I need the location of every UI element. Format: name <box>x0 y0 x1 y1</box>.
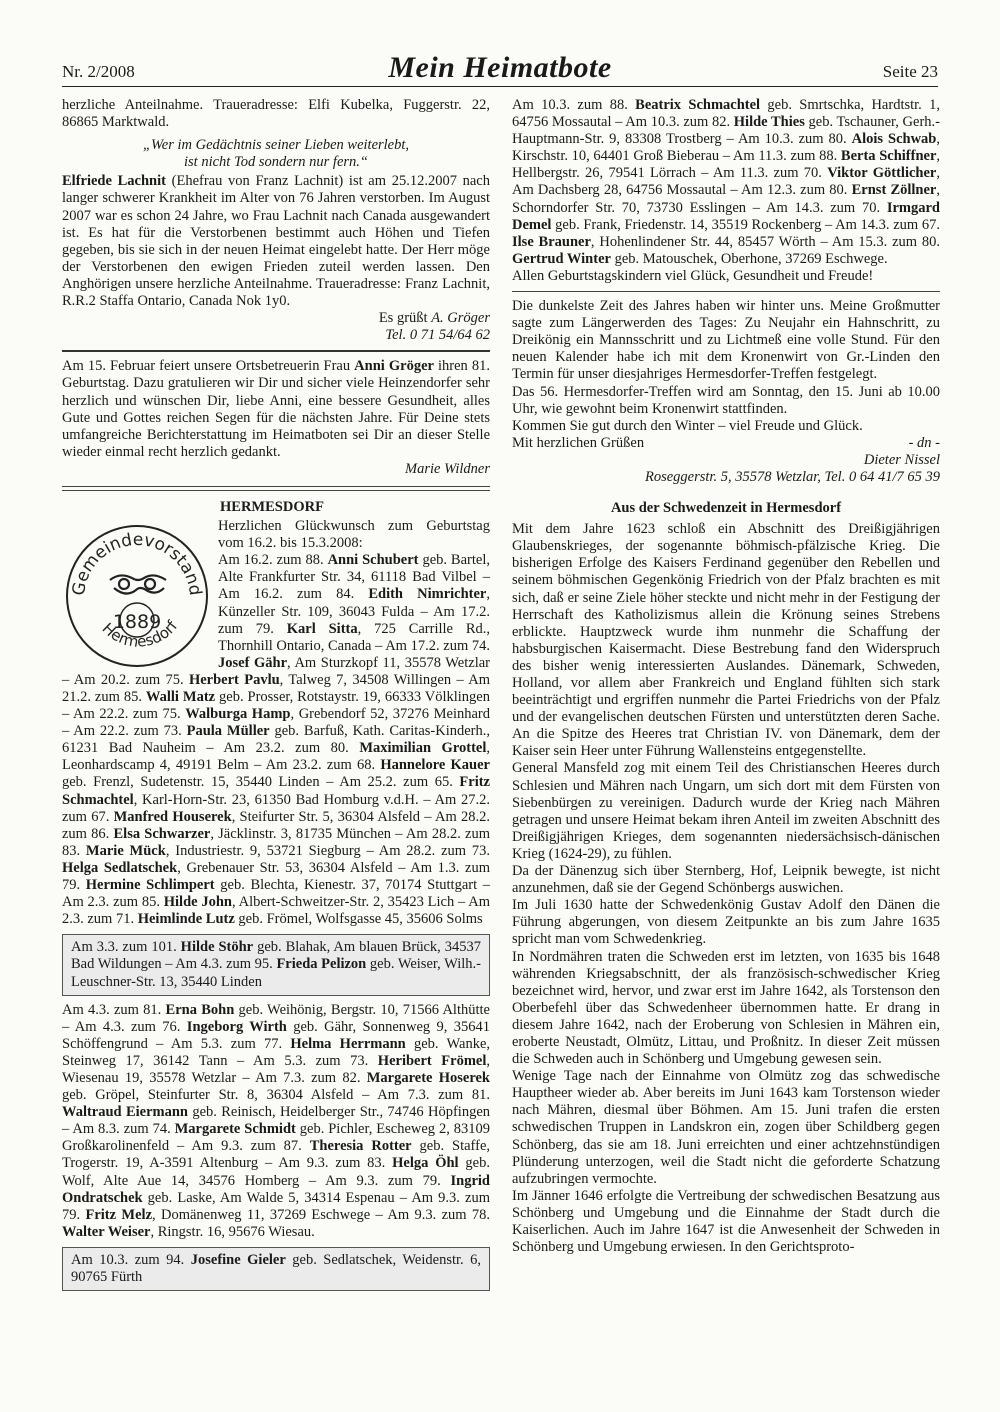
bday-item: Viktor Göttlicher, Am Dachsberg 28, 64756 Mossautal – Am 12.3. zum 80. <box>512 165 940 199</box>
bday-item: Margarete Hoserek geb. Gröpel, Steinfurter Str. 8, 36304 Alsfeld – Am 7.3. zum 81. <box>62 1069 490 1104</box>
gemeindevorstand-seal-icon <box>62 518 212 668</box>
left-column <box>62 97 490 1297</box>
bday-item: Waltraud Eiermann geb. Reinisch, Heidelberger Str., 74746 Höpfingen – Am 8.3. zum 74. <box>62 1104 491 1138</box>
signature-tel: Tel. 0 71 54/64 62 <box>385 327 490 344</box>
bday-item: Heimlinde Lutz geb. Frömel, Wolfsgasse 45, 35606 Solms <box>137 911 483 928</box>
birthday-wish: Allen Geburtstagskindern viel Glück, Gesundheit und Freude! <box>512 267 874 284</box>
bday-item: Hilde Thies geb. Tschauner, Gerh.-Hauptmann-Str. 9, 83308 Trostberg – Am 10.3. zum 80. <box>512 114 940 148</box>
bday-item: Edith Nimrichter, Künzeller Str. 109, 36043 Fulda – Am 17.2. zum 79. <box>218 586 490 637</box>
bday-item: Helga Öhl geb. Wolf, Alte Aue 14, 34576 Homberg – Am 9.3. zum 79. <box>62 1155 490 1189</box>
article-paragraph-4: Im Juli 1630 hatte der Schwedenkönig Gustav Adolf den Dänen die Führung abgerungen, von diesem Zeitpunkte an bis zum Jahre 1635 spricht man vom Schwedenkrieg. <box>512 897 940 948</box>
separator <box>62 350 490 352</box>
bday-item: Helma Herrmann geb. Wanke, Steinweg 17, 36142 Tann – Am 5.3. zum 73. <box>62 1035 491 1069</box>
separator-double <box>62 486 490 491</box>
signature-nissel: Dieter Nissel <box>863 451 940 468</box>
bday-item: Fritz Schmachtel, Karl-Horn-Str. 23, 61350 Bad Homburg v.d.H. – Am 27.2. zum 67. <box>62 774 490 825</box>
bday-item: Am 3.3. zum 101. Hilde Stöhr geb. Blahak, Am blauen Brück, 34537 Bad Wildungen – Am 4.3. zum 95. <box>71 939 482 973</box>
bday-item: Am 16.2. zum 88. Anni Schubert geb. Bartel, Alte Frankfurter Str. 34, 61118 Bad Vilbel – Am 16.2. zum 84. <box>218 552 490 603</box>
signature-wildner: Marie Wildner <box>405 460 490 477</box>
seal-text-bottom: Hermesdorf <box>98 617 182 652</box>
condolence-text: herzliche Anteilnahme. Traueradresse: Elfi Kubelka, Fuggerstr. 22, 86865 Marktwald. <box>62 97 490 131</box>
signature-prefix: Es grüßt <box>378 310 432 327</box>
birthday-list-2 <box>62 1002 490 1241</box>
issue-number: Nr. 2/2008 <box>62 62 135 81</box>
highlight-box-2 <box>62 1247 490 1291</box>
nissel-greeting <box>512 435 940 452</box>
birthday-intro: Herzlichen Glückwunsch zum Geburtstag vom 16.2. bis 15.3.2008: <box>218 518 490 552</box>
seal-year: 1889 <box>112 611 162 634</box>
birthday-groeger-name: Anni Gröger <box>354 358 434 375</box>
bday-item: Ernst Zöllner, Schorndorfer Str. 70, 73730 Esslingen – Am 14.3. zum 70. <box>512 182 940 216</box>
article-paragraph-7: Im Jänner 1646 erfolgte die Vertreibung der schwedischen Besatzung aus Schönberg und Umgebung und die Einnahme der Stadt durch die Kaiserlichen. Auch im Jahre 1647 ist die Anwesenheit der Schweden in Schönberg und Umgebung erwiesen. In den Gerichtsproto- <box>512 1187 940 1256</box>
article-paragraph-6: Wenige Tage nach der Einnahme von Olmütz zog das schwedische Hauptheer wieder ab. Aber bereits im Juni 1643 kam Torstenson wieder nach Mähren, diesmal über Böhmen. Am 15. Juni trafen die ersten schwedischen Truppen in Landskron ein, zogen über Schildberg gegen Schönberg, das sie am 18. Juni erreichten und einer achtzehnstündigen Plünderung unterzogen, weil die Stadt nicht die geforderte Schatzung aufzubringen vermochte. <box>512 1068 940 1187</box>
article-paragraph-5: In Nordmähren traten die Schweden erst im letzten, von 1635 bis 1648 währenden Kriegsabschnitt, der als französisch-schwedischer Krieg bezeichnet wird, hervor, und zwar erst im Jahre 1642, als Torstenson den Oberbefehl über das Schwedenheer übernommen hatte. Er drang in diesem Jahre 1642, nach der Eroberung von Schlesien in Mähren ein, eroberte Neustadt, Olmütz, Littau, und Proßnitz. In dieser Zeit müssen die Schweden auch in Schönberg und Umgebung gewesen sein. <box>512 948 940 1068</box>
birthday-groeger-pre: Am 15. Februar feiert unsere Ortsbetreuerin Frau <box>62 358 355 375</box>
poem <box>62 137 490 171</box>
bday-item: Berta Schiffner, Hellbergstr. 26, 79541 Lörrach – Am 11.3. zum 70. <box>512 148 941 182</box>
poem-line-1: „Wer im Gedächtnis seiner Lieben weiterlebt, <box>142 137 410 154</box>
obituary-name: Elfriede Lachnit <box>62 173 166 190</box>
page-header <box>62 52 938 88</box>
obituary-text: (Ehefrau von Franz Lachnit) ist am 25.12.2007 nach langer schwerer Krankheit im Alter von 76 Jahren verstorben. Im August 2007 war es schon 24 Jahre, wo Frau Lachnit nach Canada ausgewandert ist. Es hat für die Verstorbenen bestimmt auch Höhen und Tiefen gegeben, bis sie sich in der neuen Heimat eingelebt hatte. Der Herr möge der Verstorbenen den ewigen Frieden zuteil werden lassen. Den Anghörigen unsere herzliche Anteilnahme. Traueradresse: Franz Lachnit, R.R.2 Staffa Ontario, Canada Nok 1y0. <box>62 173 490 310</box>
bday-item: Walli Matz geb. Prosser, Rotstaystr. 19, 66333 Völklingen – Am 22.2. zum 75. <box>62 689 490 723</box>
page-number: Seite 23 <box>882 62 938 81</box>
bday-item: Manfred Houserek, Steifurter Str. 5, 36304 Alsfeld – Am 28.2. zum 86. <box>62 808 490 842</box>
bday-item: Karl Sitta, 725 Carrille Rd., Thornhill Ontario, Canada – Am 17.2. zum 74. <box>218 620 490 654</box>
section-title-hermesdorf: HERMESDORF <box>220 498 324 515</box>
nissel-paragraph-2: Das 56. Hermesdorfer-Treffen wird am Sonntag, den 15. Juni ab 10.00 Uhr, wie gewohnt beim Kronenwirt stattfinden. <box>512 383 940 417</box>
signature-groeger <box>62 310 490 344</box>
bday-item: Helga Sedlatschek, Grebenauer Str. 53, 36304 Alsfeld – Am 1.3. zum 79. <box>62 859 490 894</box>
nissel-greeting-text: Mit herzlichen Grüßen <box>512 434 645 451</box>
bday-item: Irmgard Demel geb. Frank, Friedenstr. 14, 35519 Rockenberg – Am 14.3. zum 67. <box>512 199 940 233</box>
article-paragraph-2: General Mansfeld zog mit einem Teil des Christianschen Heeres durch Schlesien und Mähren nach Ungarn, um sich dort mit dem Fürsten von Siebenbürgen zu vereinigen. Dadurch wurde der Krieg nach Mähren getragen und unsere Heimat bekam ihren Anteil im zweiten Abschnitt des Dreißigjährigen Krieges, dem sogenannten niedersächsisch-dänischen Krieg (1624-29), zu fühlen. <box>512 760 940 862</box>
bday-item: Maximilian Grottel, Leonhardscamp 4, 49191 Belm – Am 23.2. zum 68. <box>62 740 490 774</box>
masthead-logo: Mein Heimatbote <box>388 51 612 84</box>
bday-item: Ingeborg Wirth geb. Gähr, Sonnenweg 9, 35641 Schöffengrund – Am 5.3. zum 77. <box>62 1018 490 1052</box>
obituary-lachnit <box>62 173 490 310</box>
bday-item: Heribert Frömel, Wiesenau 19, 35578 Wetzlar – Am 7.3. zum 82. <box>62 1052 490 1086</box>
handshake-icon <box>110 575 166 593</box>
birthday-groeger-text: ihren 81. Geburtstag. Dazu gratulieren wir Dir und sicher viele Heinzendorfer sehr herzlich und wünschen Dir, liebe Anni, eine bessere Gesundheit, alles Gute und Gottes reichen Segen für die nächsten Jahre. Für Deine stets umfangreiche Berichterstattung im Heimatboten sei Dir an dieser Stelle wieder einmal recht herzlich gedankt. <box>62 358 490 460</box>
separator <box>512 291 940 292</box>
bday-item: Theresia Rotter geb. Staffe, Trogerstr. 19, A-3591 Altenburg – Am 9.3. zum 83. <box>62 1138 491 1172</box>
bday-item: Fritz Melz, Domänenweg 11, 37269 Eschwege – Am 9.3. zum 78. <box>85 1206 491 1223</box>
article-paragraph-1: Mit dem Jahre 1623 schloß ein Abschnitt des Dreißigjährigen Glaubenskrieges, der sogenannte böhmisch-pfälzische Krieg. Die bisherigen Erfolge des Kaisers Ferdinand gegenüber den Rebellen und seinem böhmischen Gegenkönig Friedrich von der Pfalz brachten es mit sich, daß er seine Ziele höher steckte und nicht mehr in der Festigung der Herrschaft des Katholizismus allein die Krönung seines Strebens erblickte. Hauptzweck wurde ihm nunmehr die Schaffung der habsburgischen Kaisermacht. Diese Bestrebung fand den Widerspruch des bisher wenig interessierten Auslandes. Dänemark, Schweden, Holland, vor allem aber Frankreich und England fühlten sich stark beeinträchtigt und ergriffen nunmehr die Partei Friedrichs von der Pfalz und der evangelischen deutschen Fürsten und unterstützten deren Sache. An die Spitze des Heeres trat Christian IV. von Dänemark, dem der Kaiser sein Heer unter Führung Wallensteins entgegenstellte. <box>512 521 940 760</box>
birthday-list-3 <box>512 97 940 268</box>
header-rule <box>62 86 938 87</box>
bday-item: Herbert Pavlu, Talweg 7, 34508 Willingen – Am 21.2. zum 85. <box>62 671 490 705</box>
highlight-box-1 <box>62 934 490 995</box>
article-paragraph-3: Da der Dänenzug sich über Sternberg, Hof, Leipnik bewegte, ist nicht anzunehmen, daß sie der Gegend Schönbergs auswichen. <box>512 863 940 897</box>
bday-item: Elsa Schwarzer, Jäcklinstr. 3, 81735 München – Am 28.2. zum 83. <box>62 825 491 859</box>
bday-item: Alois Schwab, Kirschstr. 10, 64401 Groß Bieberau – Am 11.3. zum 88. <box>512 131 940 165</box>
bday-item: Hannelore Kauer geb. Frenzl, Sudetenstr. 15, 35440 Linden – Am 25.2. zum 65. <box>62 757 490 791</box>
bday-item: Walter Weiser, Ringstr. 16, 95676 Wiesau. <box>62 1223 315 1240</box>
right-column <box>512 97 940 1256</box>
bday-item: Hermine Schlimpert geb. Blechta, Kienestr. 37, 70174 Stuttgart – Am 2.3. zum 85. <box>62 877 490 911</box>
bday-item: Am 10.3. zum 94. Josefine Gieler geb. Sedlatschek, Weidenstr. 6, 90765 Fürth <box>71 1251 481 1285</box>
bday-item: Margarete Schmidt geb. Pichler, Escheweg 2, 83109 Großkarolinenfeld – Am 9.3. zum 87. <box>62 1121 490 1155</box>
bday-item: Frieda Pelizon geb. Weiser, Wilh.-Leuschner-Str. 13, 35440 Linden <box>71 956 482 990</box>
bday-item: Josef Gähr, Am Sturzkopf 11, 35578 Wetzlar – Am 20.2. zum 75. <box>62 654 491 688</box>
svg-text:Gemeindevorstand <box>69 530 205 597</box>
signature-name: A. Gröger <box>431 310 490 327</box>
bday-item: Marie Mück, Industriestr. 9, 53721 Siegburg – Am 28.2. zum 73. <box>85 842 490 859</box>
bday-item: Am 10.3. zum 88. Beatrix Schmachtel geb. Smrtschka, Hardtstr. 1, 64756 Mossautal – Am 10.3. zum 82. <box>512 97 940 131</box>
bday-item: Hilde John, Albert-Schweitzer-Str. 2, 35423 Lich – Am 2.3. zum 71. <box>62 894 490 928</box>
bday-item: Walburga Hamp, Grebendorf 52, 37276 Meinhard – Am 22.2. zum 73. <box>62 706 490 740</box>
article-title: Aus der Schwedenzeit in Hermesdorf <box>610 500 842 517</box>
bday-item: Paula Müller geb. Barfuß, Kath. Caritas-Kinderh., 61231 Bad Nauheim – Am 23.2. zum 80. <box>62 723 490 757</box>
nissel-paragraph-1: Die dunkelste Zeit des Jahres haben wir hinter uns. Meine Großmutter sagte zum Längerwerden des Tages: Zu Neujahr ein Hahnschritt, zu Dreikönig ein Mannsschritt und zu Lichtmeß eine volle Stund. Für den neuen Kalender habe ich mit dem Kronenwirt von Gr.-Linden den Termin für unser diesjahriges Hermesdorfer-Treffen festgelegt. <box>512 298 940 383</box>
bday-item: Am 4.3. zum 81. Erna Bohn geb. Weihönig, Bergstr. 10, 71566 Althütte – Am 4.3. zum 76. <box>62 1001 490 1035</box>
seal-text-top: Gemeindevorstand <box>68 529 206 597</box>
signature-nissel-address: Roseggerstr. 5, 35578 Wetzlar, Tel. 0 64 41/7 65 39 <box>645 468 940 485</box>
nissel-initials: - dn - <box>908 434 940 451</box>
poem-line-2: ist nicht Tod sondern nur fern.“ <box>184 154 368 171</box>
nissel-paragraph-3: Kommen Sie gut durch den Winter – viel Freude und Glück. <box>512 417 863 434</box>
birthday-groeger <box>62 358 490 461</box>
bday-item: Gertrud Winter geb. Matouschek, Oberhone, 37269 Eschwege. <box>512 250 888 267</box>
bday-item: Ingrid Ondratschek geb. Laske, Am Walde 5, 34314 Espenau – Am 9.3. zum 79. <box>62 1172 490 1223</box>
bday-item: Ilse Brauner, Hohenlindener Str. 44, 85457 Wörth – Am 15.3. zum 80. <box>512 233 940 250</box>
